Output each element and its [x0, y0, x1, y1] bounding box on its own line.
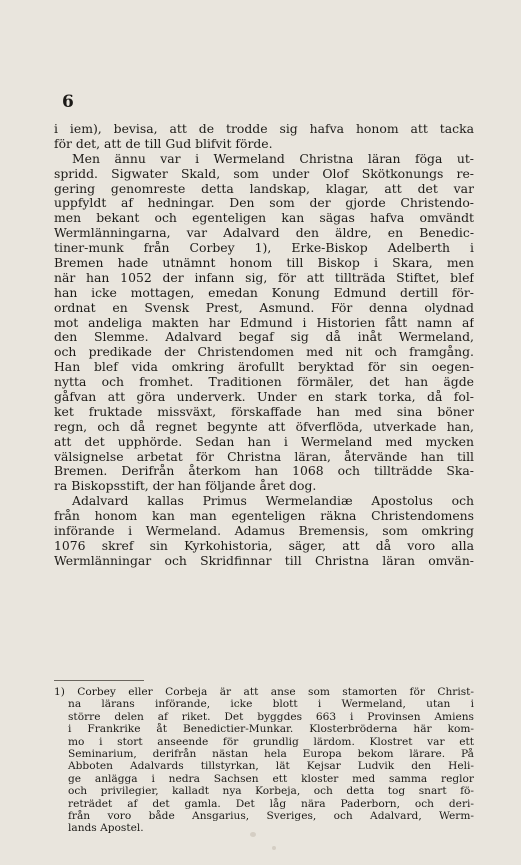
footnote-line: na lärans införande, icke blott i Wermeland, utan i — [68, 698, 474, 711]
footnote-line: 1) Corbey eller Corbeja är att anse som stamorten för Christ- — [54, 686, 474, 698]
text-line: Adalvard kallas Primus Wermelandiæ Apostolus och — [72, 494, 474, 509]
paper-stain — [250, 832, 256, 837]
text-line: men bekant och egenteligen kan sägas hafva omvändt — [54, 211, 474, 226]
footnote-line: och privilegier, kalladt nya Korbeja, och detta tog snart fö- — [68, 785, 474, 798]
text-line: Men ännu var i Wermeland Christna läran föga ut- — [72, 151, 474, 166]
text-line: ket fruktade missväxt, förskaffade han med sina böner — [54, 404, 474, 419]
footnote-line: i Frankrike åt Benedictier-Munkar. Klosterbröderna här kom- — [68, 723, 474, 736]
text-line: nytta och fromhet. Traditionen förmäler, det han ägde — [54, 375, 474, 390]
text-line: gåfvan att göra underverk. Under en stark torka, då fol- — [54, 390, 474, 405]
text-line: regn, och då regnet begynte att öfverflöda, utverkade han, — [54, 419, 474, 434]
text-line: och predikade der Christendomen med nit och framgång. — [54, 345, 474, 360]
text-line: Wermlänningarna, var Adalvard den äldre, en Benedic- — [54, 226, 474, 241]
paper-stain — [272, 846, 276, 850]
text-line: Wermlänningar och Skridfinnar till Christna läran omvän- — [54, 553, 474, 568]
text-line: ordnat en Svensk Prest, Asmund. För denna olydnad — [54, 300, 474, 315]
footnote-divider — [54, 680, 144, 681]
text-line: uppfyldt af hedningar. Den som der gjorde Christendo- — [54, 196, 474, 211]
footnote-line: från voro både Ansgarius, Sveriges, och Adalvard, Werm- — [68, 809, 474, 822]
footnote-line: ge anlägga i nedra Sachsen ett kloster med samma reglor — [68, 772, 474, 785]
text-line: Bremen hade utnämnt honom till Biskop i Skara, men — [54, 256, 474, 271]
footnote-line: lands Apostel. — [68, 822, 144, 835]
text-line: införande i Wermeland. Adamus Bremensis, som omkring — [54, 524, 474, 539]
text-line: spridd. Sigwater Skald, som under Olof Skötkonungs re- — [54, 166, 474, 181]
text-line: att det upphörde. Sedan han i Wermeland med mycken — [54, 434, 474, 449]
text-line: från honom kan man egenteligen räkna Christendomens — [54, 509, 474, 524]
text-line: ra Biskopsstift, der han följande året dog. — [54, 479, 317, 494]
footnote — [54, 686, 474, 835]
page-number: 6 — [62, 92, 74, 112]
text-line: Bremen. Derifrån återkom han 1068 och tillträdde Ska- — [54, 464, 474, 479]
text-line: mot andeliga makten har Edmund i Historien fått namn af — [54, 315, 474, 330]
text-line: han icke mottagen, emedan Konung Edmund dertill för- — [54, 285, 474, 300]
footnote-line: reträdet af det gamla. Det låg nära Paderborn, och deri- — [68, 797, 474, 810]
footnote-line: större delen af riket. Det byggdes 663 i Provinsen Amiens — [68, 710, 474, 723]
text-line: Han blef vida omkring ärofullt beryktad för sin oegen- — [54, 360, 474, 375]
footnote-line: mo i stort anseende för grundlig lärdom. Klostret var ett — [68, 735, 474, 748]
text-line: 1076 skref sin Kyrkohistoria, säger, att då voro alla — [54, 538, 474, 553]
text-line: tiner-munk från Corbey 1), Erke-Biskop Adelberth i — [54, 241, 474, 256]
footnote-line: Seminarium, derifrån nästan hela Europa bekom lärare. På — [68, 747, 474, 760]
main-text — [54, 122, 474, 569]
text-line: den Slemme. Adalvard begaf sig då inåt Wermeland, — [54, 330, 474, 345]
text-line: gering genomreste detta landskap, klagar, att det var — [54, 181, 474, 196]
text-line: när han 1052 der infann sig, för att tillträda Stiftet, blef — [54, 270, 474, 285]
text-line: för det, att de till Gud blifvit förde. — [54, 136, 273, 151]
text-line: välsignelse arbetat för Christna läran, återvände han till — [54, 449, 474, 464]
text-line: i iem), bevisa, att de trodde sig hafva honom att tacka — [54, 122, 474, 136]
footnote-line: Abboten Adalvards tillstyrkan, lät Kejsar Ludvik den Heli- — [68, 760, 474, 773]
